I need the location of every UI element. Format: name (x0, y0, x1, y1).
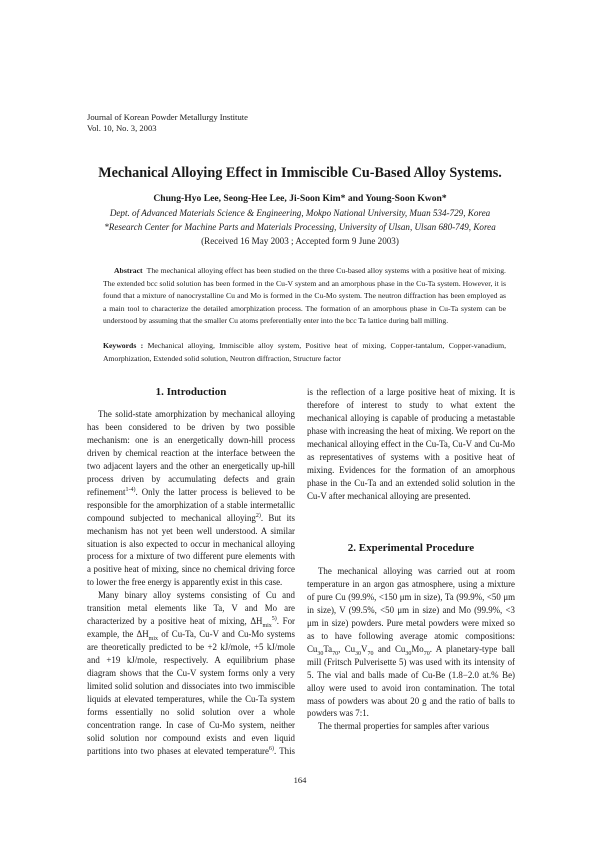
intro-paragraph-1: The solid-state amorphization by mechanical alloying has been considered to be driven by two possible mechanism: one is an energetically down-hill process driven by chemical reaction at the interface between the two adjacent layers and the other an energetically up-hill process driven by accumulating defects and grain refinement$^{1-4)}$. Only the latter process is believed to be responsible for the amorphization of a stable intermetallic compound subjected to mechanical alloying$^{2)}$. But its mechanism has not yet been well understood. A similar situation is also expected to occur in mechanical alloying process for a mixture of two different pure elements with a positive heat of mixing, since no chemical driving force to lower the free energy is apparently exist in this case. (87, 409, 295, 588)
abstract-label: Abstract (114, 266, 143, 275)
intro-paragraph-2: Many binary alloy systems consisting of Cu and transition metal elements like Ta, V and Mo are characterized by a positive heat of mixing, $\Delta H_{mix}^{5)}$. For example, the $\Delta H_{mix}$ of Cu-Ta, Cu-V and Cu-Mo systems are theoretically predicted to be +2 kJ/mole, +5 kJ/mole and +19 kJ/mole, respectively. A equilibrium phase diagram shows that the Cu-V system forms only a very limited solid solution and dissociates into two immiscible liquids at elevated temperatures, while the Cu-Ta system forms essentially no solid solution over a whole concentration range. In case of Cu-Mo system, neither solid solution nor compound exists and even liquid partitions into two phases at elevated temperature$^{6)}$. This (87, 590, 295, 756)
keywords (103, 340, 506, 365)
column-right-top (307, 386, 515, 538)
received-dates: (Received 16 May 2003 ; Accepted form 9 June 2003) (201, 236, 399, 246)
column-left (87, 408, 295, 757)
abstract-text: The mechanical alloying effect has been studied on the three Cu-based alloy systems with a positive heat of mixing. The extended bcc solid solution has been formed in the Cu-V system and an amorphous phase in the Cu-Ta system. However, it is found that a mixture of nanocrystalline Cu and Mo is formed in the Cu-Mo system. The neutron diffraction has been employed as a main tool to characterize the detailed amorphization process. The formation of an amorphous phase in Cu-Ta system can be understood by assuming that the smaller Cu atoms preferentially enter into the bcc Ta lattice during ball milling. (103, 266, 506, 326)
experimental-paragraph-2: The thermal properties for samples after various (318, 721, 490, 732)
paper-title: Mechanical Alloying Effect in Immiscible Cu-Based Alloy Systems. (98, 165, 502, 181)
author-list: Chung-Hyo Lee, Seong-Hee Lee, Ji-Soon Kim* and Young-Soon Kwon* (153, 193, 447, 204)
affiliation-1: Dept. of Advanced Materials Science & Engineering, Mokpo National University, Muan 534-729, Korea (109, 208, 491, 218)
keywords-text: Mechanical alloying, Immiscible alloy system, Positive heat of mixing, Copper-tantalum, Copper-vanadium, Amorphization, Extended solid solution, Neutron diffraction, Structure factor (103, 341, 506, 363)
journal-volume: Vol. 10, No. 3, 2003 (87, 123, 157, 133)
experimental-text (307, 565, 515, 733)
abstract (103, 265, 506, 328)
affiliation-2: *Research Center for Machine Parts and Materials Processing, University of Ulsan, Ulsan 680-749, Korea (104, 222, 496, 232)
section-heading-experimental: 2. Experimental Procedure (347, 542, 475, 554)
journal-header (87, 112, 248, 134)
intro-paragraph-2-continued: is the reflection of a large positive heat of mixing. It is therefore of interest to study to what extent the mechanical alloying is capable of producing a metastable phase with increasing the heat of mixing. We report on the mechanical alloying effect in the Cu-Ta, Cu-V and Cu-Mo as representatives of systems with a positive heat of mixing. Evidences for the formation of an amorphous phase in the Cu-Ta and an extended solid solution in the Cu-V after mechanical alloying are presented. (307, 387, 515, 501)
page-number: 164 (293, 775, 307, 785)
journal-name: Journal of Korean Powder Metallurgy Institute (87, 112, 248, 122)
section-heading-introduction: 1. Introduction (155, 386, 227, 398)
experimental-paragraph-1: The mechanical alloying was carried out at room temperature in an argon gas atmosphere, using a mixture of pure Cu (99.9%, <150 μm in size), Ta (99.9%, <50 μm in size), V (99.5%, <50 μm in size) and Mo (99.9%, <3 μm in size) powders. Pure metal powders were mixed so as to have following average atomic compositions: $Cu_{30}Ta_{70}$, $Cu_{30}V_{70}$ and $Cu_{30}Mo_{70}$. A planetary-type ball mill (Fritsch Pulverisette 5) was used with its intensity of 5. The vial and balls made of Cu-Be (1.8−2.0 at.% Be) alloy were used to avoid iron contamination. The total mass of powders was about 20 g and the ratio of balls to powders was 7:1. (307, 566, 515, 719)
keywords-label: Keywords : (103, 341, 144, 350)
